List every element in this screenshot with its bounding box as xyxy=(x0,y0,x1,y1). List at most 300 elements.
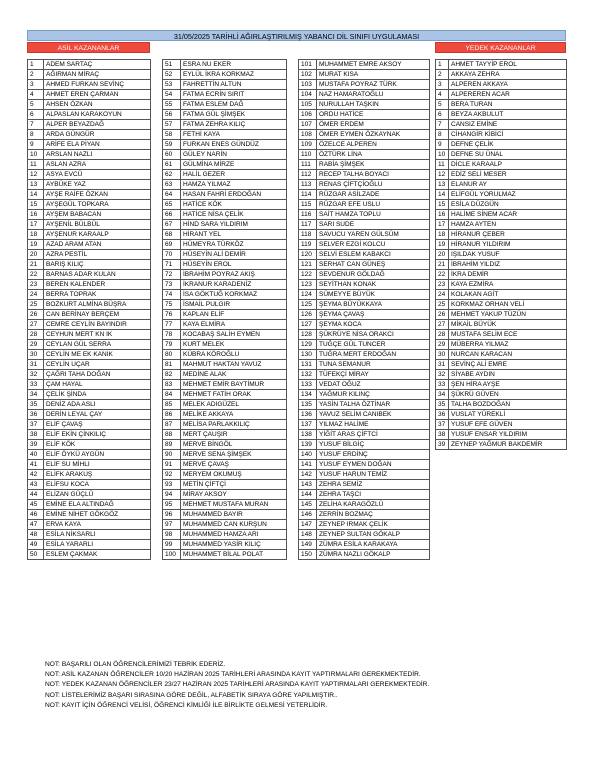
list-row xyxy=(163,130,287,140)
row-number: 64 xyxy=(163,190,181,200)
student-name: HASAN FAHRİ ERDOĞAN xyxy=(181,190,287,200)
row-number: 32 xyxy=(28,370,44,380)
row-number: 11 xyxy=(28,160,44,170)
student-name: CANSIZ EMİNE xyxy=(449,120,567,130)
student-name: MUHAMMED HAMZA ARI xyxy=(181,530,287,540)
row-number: 67 xyxy=(163,220,181,230)
list-row xyxy=(28,110,151,120)
list-row xyxy=(163,230,287,240)
list-row xyxy=(28,180,151,190)
student-name: YUSUF HARUN TEMİZ xyxy=(317,470,430,480)
row-number: 40 xyxy=(28,450,44,460)
student-name: MUHAMMED BAYIR xyxy=(181,510,287,520)
list-row xyxy=(163,530,287,540)
student-name: RÜZGAR EFE USLU xyxy=(317,200,430,210)
row-number: 119 xyxy=(299,240,317,250)
row-number: 26 xyxy=(28,310,44,320)
list-row xyxy=(436,350,567,360)
row-number: 85 xyxy=(163,400,181,410)
row-number: 14 xyxy=(436,190,449,200)
row-number: 11 xyxy=(436,160,449,170)
list-row xyxy=(299,500,430,510)
list-row xyxy=(299,410,430,420)
list-row xyxy=(436,220,567,230)
student-name: YUSUF EFE GÜVEN xyxy=(449,420,567,430)
row-number: 94 xyxy=(163,490,181,500)
list-row xyxy=(299,330,430,340)
list-row xyxy=(299,490,430,500)
student-name: ELİF EKİN ÇİNKILIÇ xyxy=(44,430,151,440)
row-number: 124 xyxy=(299,290,317,300)
row-number: 118 xyxy=(299,230,317,240)
student-name: ZERRİN BOZMAÇ xyxy=(317,510,430,520)
row-number: 102 xyxy=(299,70,317,80)
list-row xyxy=(436,180,567,190)
student-name: MAHMUT HAKTAN YAVUZ xyxy=(181,360,287,370)
list-row xyxy=(163,180,287,190)
list-row xyxy=(28,490,151,500)
list-row xyxy=(299,70,430,80)
list-row xyxy=(28,80,151,90)
row-number: 5 xyxy=(28,100,44,110)
list-row xyxy=(299,540,430,550)
list-row xyxy=(299,230,430,240)
row-number: 97 xyxy=(163,520,181,530)
list-row xyxy=(28,390,151,400)
list-row xyxy=(436,360,567,370)
list-row xyxy=(436,120,567,130)
list-row xyxy=(163,90,287,100)
row-number: 107 xyxy=(299,120,317,130)
student-name: SAİT HAMZA TOPLU xyxy=(317,210,430,220)
student-name: EMİNE ELA ALTINDAĞ xyxy=(44,500,151,510)
list-row xyxy=(163,380,287,390)
row-number: 48 xyxy=(28,530,44,540)
student-name: ESRA NU EKER xyxy=(181,60,287,70)
list-row xyxy=(28,380,151,390)
list-row xyxy=(163,470,287,480)
student-name: MUSTAFA POYRAZ TÜRK xyxy=(317,80,430,90)
list-row xyxy=(299,120,430,130)
list-row xyxy=(28,450,151,460)
student-name: ŞEN HİRA AYŞE xyxy=(449,380,567,390)
student-name: HATİCE NİSA ÇELİK xyxy=(181,210,287,220)
list-row xyxy=(299,310,430,320)
list-row xyxy=(163,510,287,520)
row-number: 15 xyxy=(28,200,44,210)
row-number: 134 xyxy=(299,390,317,400)
student-name: HALİL GEZER xyxy=(181,170,287,180)
list-row xyxy=(163,390,287,400)
student-name: CAN BERİNAY BERÇEM xyxy=(44,310,151,320)
student-name: YILMAZ HALİME xyxy=(317,420,430,430)
student-name: SEYİTHAN KONAK xyxy=(317,280,430,290)
list-row xyxy=(163,190,287,200)
student-name: BARIŞ KILIÇ xyxy=(44,260,151,270)
student-name: ALPASLAN KARAKOYUN xyxy=(44,110,151,120)
student-name: ZEYNEP IRMAK ÇELİK xyxy=(317,520,430,530)
student-name: AZRA PESTİL xyxy=(44,250,151,260)
student-name: NAZ HAMARATOĞLU xyxy=(317,90,430,100)
student-name: ASLAN AZRA xyxy=(44,160,151,170)
student-name: GÜLMİNA MİRZE xyxy=(181,160,287,170)
student-name: ORDU HATİCE xyxy=(317,110,430,120)
list-row xyxy=(163,410,287,420)
student-name: SAVUCU YAREN GÜLSÜM xyxy=(317,230,430,240)
row-number: 18 xyxy=(436,230,449,240)
asil-list-3 xyxy=(298,59,430,560)
list-row xyxy=(28,60,151,70)
row-number: 2 xyxy=(28,70,44,80)
student-name: MİKAİL BÜYÜK xyxy=(449,320,567,330)
list-row xyxy=(28,260,151,270)
row-number: 37 xyxy=(436,420,449,430)
student-name: DERİN LEYAL ÇAY xyxy=(44,410,151,420)
list-row xyxy=(28,160,151,170)
row-number: 66 xyxy=(163,210,181,220)
list-row xyxy=(436,140,567,150)
row-number: 26 xyxy=(436,310,449,320)
list-row xyxy=(28,220,151,230)
row-number: 121 xyxy=(299,260,317,270)
note-line: NOT: ASİL KAZANAN ÖĞRENCİLER 10/20 HAZİRAN 2025 TARİHLERİ ARASINDA KAYIT YAPTIRMALARI GEREKMEKTEDİR. xyxy=(45,671,421,679)
list-row xyxy=(163,330,287,340)
row-number: 76 xyxy=(163,310,181,320)
row-number: 23 xyxy=(436,280,449,290)
row-number: 122 xyxy=(299,270,317,280)
student-name: EYLÜL İKRA KORKMAZ xyxy=(181,70,287,80)
row-number: 117 xyxy=(299,220,317,230)
student-name: AHMET EREN ÇARMAN xyxy=(44,90,151,100)
list-row xyxy=(299,80,430,90)
student-name: KAYA EZMİRA xyxy=(449,280,567,290)
student-name: ÖZTÜRK LİNA xyxy=(317,150,430,160)
list-row xyxy=(28,550,151,560)
row-number: 5 xyxy=(436,100,449,110)
row-number: 129 xyxy=(299,340,317,350)
student-name: ELİFK ARAKUŞ xyxy=(44,470,151,480)
list-row xyxy=(28,370,151,380)
row-number: 84 xyxy=(163,390,181,400)
list-row xyxy=(163,270,287,280)
row-number: 127 xyxy=(299,320,317,330)
row-number: 1 xyxy=(436,60,449,70)
list-row xyxy=(299,260,430,270)
row-number: 77 xyxy=(163,320,181,330)
list-row xyxy=(299,280,430,290)
list-row xyxy=(28,280,151,290)
list-row xyxy=(28,190,151,200)
student-name: BARNAS ADAR KULAN xyxy=(44,270,151,280)
student-name: ELİF SU MİHLI xyxy=(44,460,151,470)
row-number: 34 xyxy=(28,390,44,400)
list-row xyxy=(163,140,287,150)
student-name: RÜZGAR ASİLZADE xyxy=(317,190,430,200)
student-name: ALPER BEYAZDAĞ xyxy=(44,120,151,130)
list-row xyxy=(28,170,151,180)
list-row xyxy=(436,300,567,310)
list-row xyxy=(299,520,430,530)
row-number: 104 xyxy=(299,90,317,100)
list-row xyxy=(163,240,287,250)
student-name: ŞEYMA ÇAVAŞ xyxy=(317,310,430,320)
row-number: 13 xyxy=(28,180,44,190)
student-name: VUSLAT YÜREKLİ xyxy=(449,410,567,420)
row-number: 37 xyxy=(28,420,44,430)
list-row xyxy=(28,430,151,440)
row-number: 108 xyxy=(299,130,317,140)
list-row xyxy=(163,460,287,470)
list-row xyxy=(163,520,287,530)
list-row xyxy=(163,400,287,410)
row-number: 36 xyxy=(28,410,44,420)
student-name: CEYLİN UÇAR xyxy=(44,360,151,370)
list-row xyxy=(436,240,567,250)
note-line: NOT: BAŞARILI OLAN ÖĞRENCİLERİMİZİ TEBRİK EDERİZ. xyxy=(45,661,226,668)
student-name: ALPEREN AKKAYA xyxy=(449,80,567,90)
student-name: MELİSA PARLAKKILIÇ xyxy=(181,420,287,430)
row-number: 29 xyxy=(28,340,44,350)
student-name: MEHMET FATİH ORAK xyxy=(181,390,287,400)
student-name: ŞÜKRÜYE NİSA ORAKCI xyxy=(317,330,430,340)
student-name: MERT ÇAUŞIR xyxy=(181,430,287,440)
student-name: ZELİHA KARAGÖZLÜ xyxy=(317,500,430,510)
row-number: 136 xyxy=(299,410,317,420)
list-row xyxy=(28,480,151,490)
student-name: MEHMET MUSTAFA MURAN xyxy=(181,500,287,510)
row-number: 19 xyxy=(28,240,44,250)
row-number: 12 xyxy=(436,170,449,180)
list-row xyxy=(28,330,151,340)
list-row xyxy=(299,100,430,110)
list-row xyxy=(163,80,287,90)
student-name: SÜMEYYE BÜYÜK xyxy=(317,290,430,300)
student-name: ELİZAN GÜÇLÜ xyxy=(44,490,151,500)
list-row xyxy=(299,240,430,250)
row-number: 75 xyxy=(163,300,181,310)
row-number: 115 xyxy=(299,200,317,210)
row-number: 141 xyxy=(299,460,317,470)
row-number: 21 xyxy=(436,260,449,270)
student-name: FATMA GÜL ŞİMŞEK xyxy=(181,110,287,120)
note-line: NOT: YEDEK KAZANAN ÖĞRENCİLER 23/27 HAZİRAN 2025 TARİHLERİ ARASINDA KAYIT YAPTIRMALARI GEREKMEKTEDİR. xyxy=(45,681,430,689)
row-number: 16 xyxy=(436,210,449,220)
list-row xyxy=(299,60,430,70)
student-name: ALPEREREN ACAR xyxy=(449,90,567,100)
list-row xyxy=(163,550,287,560)
list-row xyxy=(436,380,567,390)
row-number: 24 xyxy=(436,290,449,300)
student-name: AYŞENİL BÜLBÜL xyxy=(44,220,151,230)
student-name: MUHAMMED CAN KURŞUN xyxy=(181,520,287,530)
row-number: 72 xyxy=(163,270,181,280)
list-row xyxy=(28,250,151,260)
row-number: 4 xyxy=(28,90,44,100)
student-name: CEYHUN MERT KN IK xyxy=(44,330,151,340)
list-row xyxy=(299,340,430,350)
list-row xyxy=(163,350,287,360)
student-name: YİĞİT ARAS ÇİFTCİ xyxy=(317,430,430,440)
row-number: 78 xyxy=(163,330,181,340)
list-row xyxy=(163,150,287,160)
list-row xyxy=(436,270,567,280)
list-row xyxy=(436,410,567,420)
list-row xyxy=(28,150,151,160)
list-row xyxy=(163,360,287,370)
row-number: 74 xyxy=(163,290,181,300)
row-number: 146 xyxy=(299,510,317,520)
student-name: ÖMER ERDEM xyxy=(317,120,430,130)
row-number: 106 xyxy=(299,110,317,120)
list-row xyxy=(299,220,430,230)
student-name: MUHAMMET BİLAL POLAT xyxy=(181,550,287,560)
student-name: İSA GÖKTUĞ KORKMAZ xyxy=(181,290,287,300)
row-number: 30 xyxy=(436,350,449,360)
list-row xyxy=(299,380,430,390)
list-row xyxy=(299,160,430,170)
list-row xyxy=(299,370,430,380)
list-row xyxy=(163,490,287,500)
student-name: İSMAİL PULGIR xyxy=(181,300,287,310)
row-number: 68 xyxy=(163,230,181,240)
student-name: DENİZ ADA ASLI xyxy=(44,400,151,410)
list-row xyxy=(163,260,287,270)
list-row xyxy=(436,160,567,170)
row-number: 39 xyxy=(436,440,449,450)
student-name: VEDAT OĞUZ xyxy=(317,380,430,390)
row-number: 6 xyxy=(28,110,44,120)
list-row xyxy=(436,90,567,100)
row-number: 99 xyxy=(163,540,181,550)
student-name: ŞEYMA KOCA xyxy=(317,320,430,330)
list-row xyxy=(299,480,430,490)
list-row xyxy=(436,290,567,300)
student-name: CEYLAN GÜL SERRA xyxy=(44,340,151,350)
row-number: 38 xyxy=(436,430,449,440)
student-name: RENAS ÇİFTÇİOĞLU xyxy=(317,180,430,190)
student-name: ELANUR AY xyxy=(449,180,567,190)
row-number: 46 xyxy=(28,510,44,520)
row-number: 8 xyxy=(436,130,449,140)
list-row xyxy=(436,80,567,90)
row-number: 90 xyxy=(163,450,181,460)
row-number: 63 xyxy=(163,180,181,190)
list-row xyxy=(299,190,430,200)
row-number: 114 xyxy=(299,190,317,200)
student-name: ADEM SARTAÇ xyxy=(44,60,151,70)
student-name: MURAT KISA xyxy=(317,70,430,80)
row-number: 55 xyxy=(163,100,181,110)
row-number: 95 xyxy=(163,500,181,510)
row-number: 131 xyxy=(299,360,317,370)
row-number: 8 xyxy=(28,130,44,140)
row-number: 113 xyxy=(299,180,317,190)
list-row xyxy=(28,510,151,520)
student-name: HİRANUR ÇEBER xyxy=(449,230,567,240)
student-name: ŞÜKRÜ GÜVEN xyxy=(449,390,567,400)
row-number: 50 xyxy=(28,550,44,560)
row-number: 32 xyxy=(436,370,449,380)
student-name: SEVİNÇ ALİ EMRE xyxy=(449,360,567,370)
student-name: ZEYNEP YAĞMUR BAKDEMİR xyxy=(449,440,567,450)
list-row xyxy=(436,370,567,380)
row-number: 7 xyxy=(436,120,449,130)
student-name: ZÜMRA ESİLA KARAKAYA xyxy=(317,540,430,550)
row-number: 53 xyxy=(163,80,181,90)
student-name: MERVE SENA ŞİMŞEK xyxy=(181,450,287,460)
student-name: AHMED FURKAN SEVİNÇ xyxy=(44,80,151,90)
list-row xyxy=(436,400,567,410)
student-name: ARİFE ELA PİYAN xyxy=(44,140,151,150)
row-number: 10 xyxy=(436,150,449,160)
row-number: 116 xyxy=(299,210,317,220)
row-number: 79 xyxy=(163,340,181,350)
list-row xyxy=(163,60,287,70)
row-number: 1 xyxy=(28,60,44,70)
notes xyxy=(45,660,565,711)
list-row xyxy=(436,440,567,450)
row-number: 3 xyxy=(436,80,449,90)
student-name: ELİFSU KOCA xyxy=(44,480,151,490)
list-row xyxy=(299,390,430,400)
list-row xyxy=(163,280,287,290)
row-number: 109 xyxy=(299,140,317,150)
student-name: NURULLAH TAŞKIN xyxy=(317,100,430,110)
list-row xyxy=(436,280,567,290)
row-number: 59 xyxy=(163,140,181,150)
row-number: 148 xyxy=(299,530,317,540)
list-row xyxy=(163,160,287,170)
list-row xyxy=(28,70,151,80)
list-row xyxy=(163,430,287,440)
row-number: 23 xyxy=(28,280,44,290)
list-row xyxy=(436,70,567,80)
list-row xyxy=(28,540,151,550)
row-number: 28 xyxy=(28,330,44,340)
list-row xyxy=(163,450,287,460)
student-name: KOCABAŞ SALİH EYMEN xyxy=(181,330,287,340)
student-name: ÇELİK ŞİNDA xyxy=(44,390,151,400)
row-number: 93 xyxy=(163,480,181,490)
row-number: 112 xyxy=(299,170,317,180)
student-name: MEHMET EMİR BAYTİMUR xyxy=(181,380,287,390)
student-name: ZEHRA TAŞCI xyxy=(317,490,430,500)
student-name: HÜSEYİN EROL xyxy=(181,260,287,270)
list-row xyxy=(299,530,430,540)
list-row xyxy=(28,400,151,410)
row-number: 57 xyxy=(163,120,181,130)
list-row xyxy=(28,350,151,360)
list-row xyxy=(28,90,151,100)
student-name: ASYA EVCÜ xyxy=(44,170,151,180)
list-row xyxy=(163,110,287,120)
list-row xyxy=(299,300,430,310)
row-number: 101 xyxy=(299,60,317,70)
list-row xyxy=(163,120,287,130)
list-row xyxy=(299,130,430,140)
row-number: 120 xyxy=(299,250,317,260)
row-number: 35 xyxy=(436,400,449,410)
row-number: 35 xyxy=(28,400,44,410)
list-row xyxy=(163,340,287,350)
list-row xyxy=(28,290,151,300)
list-row xyxy=(436,110,567,120)
list-row xyxy=(436,390,567,400)
row-number: 56 xyxy=(163,110,181,120)
row-number: 145 xyxy=(299,500,317,510)
row-number: 83 xyxy=(163,380,181,390)
list-row xyxy=(299,470,430,480)
